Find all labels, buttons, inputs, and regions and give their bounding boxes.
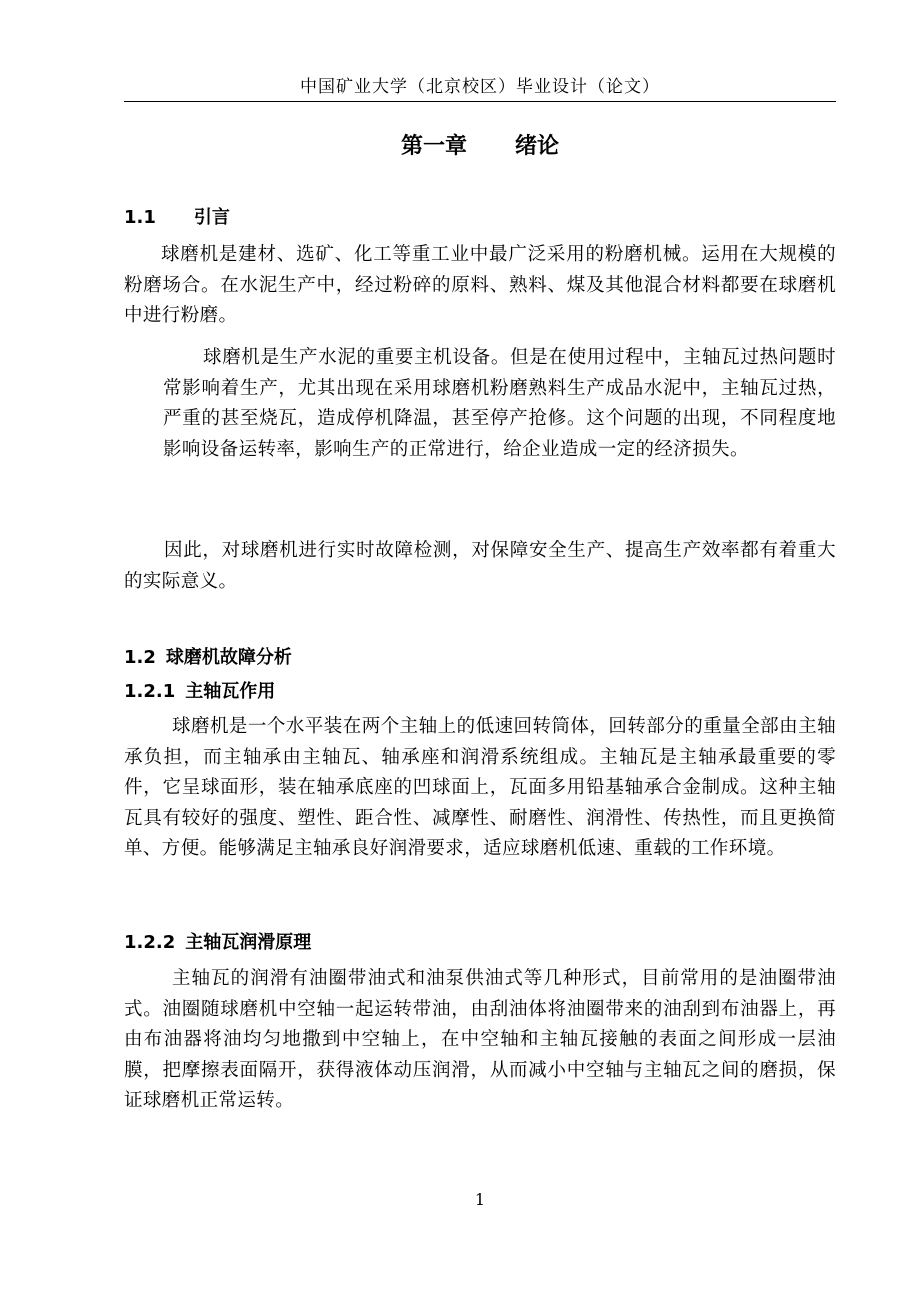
paragraph: 因此，对球磨机进行实时故障检测，对保障安全生产、提高生产效率都有着重大的实际意义。 <box>124 540 836 592</box>
page-number: 1 <box>474 1190 486 1209</box>
section-title: 引言 <box>193 207 230 228</box>
chapter-number: 第一章 <box>400 134 467 159</box>
section-heading-1-1 <box>124 203 230 233</box>
section-title: 主轴瓦润滑原理 <box>185 932 312 953</box>
paragraph: 球磨机是一个水平装在两个主轴上的低速回转筒体，回转部分的重量全部由主轴承负担，而主轴承由主轴瓦、轴承座和润滑系统组成。主轴瓦是主轴承最重要的零件，它呈球面形，装在轴承底座的凹球面上，瓦面多用铅基轴承合金制成。这种主轴瓦具有较好的强度、塑性、距合性、减摩性、耐磨性、润滑性、传热性，而且更换简单、方便。能够满足主轴承良好润滑要求，适应球磨机低速、重载的工作环境。 <box>124 716 836 860</box>
section-heading-1-2 <box>124 643 292 673</box>
running-header: 中国矿业大学（北京校区）毕业设计（论文） <box>300 77 660 97</box>
paragraph: 主轴瓦的润滑有油圈带油式和油泵供油式等几种形式，目前常用的是油圈带油式。油圈随球磨机中空轴一起运转带油，由刮油体将油圈带来的油刮到布油器上，再由布油器将油均匀地撒到中空轴上，在中空轴和主轴瓦接触的表面之间形成一层油膜，把摩擦表面隔开，获得液体动压润滑，从而减小中空轴与主轴瓦之间的磨损，保证球磨机正常运转。 <box>124 968 836 1112</box>
section-heading-1-2-2 <box>124 928 311 958</box>
paragraph: 球磨机是生产水泥的重要主机设备。但是在使用过程中，主轴瓦过热问题时常影响着生产，尤其出现在采用球磨机粉磨熟料生产成品水泥中，主轴瓦过热，严重的甚至烧瓦，造成停机降温，甚至停产抢修。这个问题的出现，不同程度地影响设备运转率，影响生产的正常进行，给企业造成一定的经济损失。 <box>163 347 836 460</box>
header-rule <box>124 101 836 102</box>
section-heading-1-2-1 <box>124 677 275 707</box>
section-title: 主轴瓦作用 <box>185 681 276 702</box>
section-title: 球磨机故障分析 <box>165 647 292 668</box>
section-number: 1.2.2 <box>124 932 176 953</box>
chapter-name: 绪论 <box>515 134 560 159</box>
paragraph: 球磨机是建材、选矿、化工等重工业中最广泛采用的粉磨机械。运用在大规模的粉磨场合。在水泥生产中，经过粉碎的原料、熟料、煤及其他混合材料都要在球磨机中进行粉磨。 <box>124 244 836 327</box>
section-number: 1.2 <box>124 647 156 668</box>
chapter-title <box>124 127 836 167</box>
section-number: 1.1 <box>124 207 156 228</box>
section-number: 1.2.1 <box>124 681 176 702</box>
